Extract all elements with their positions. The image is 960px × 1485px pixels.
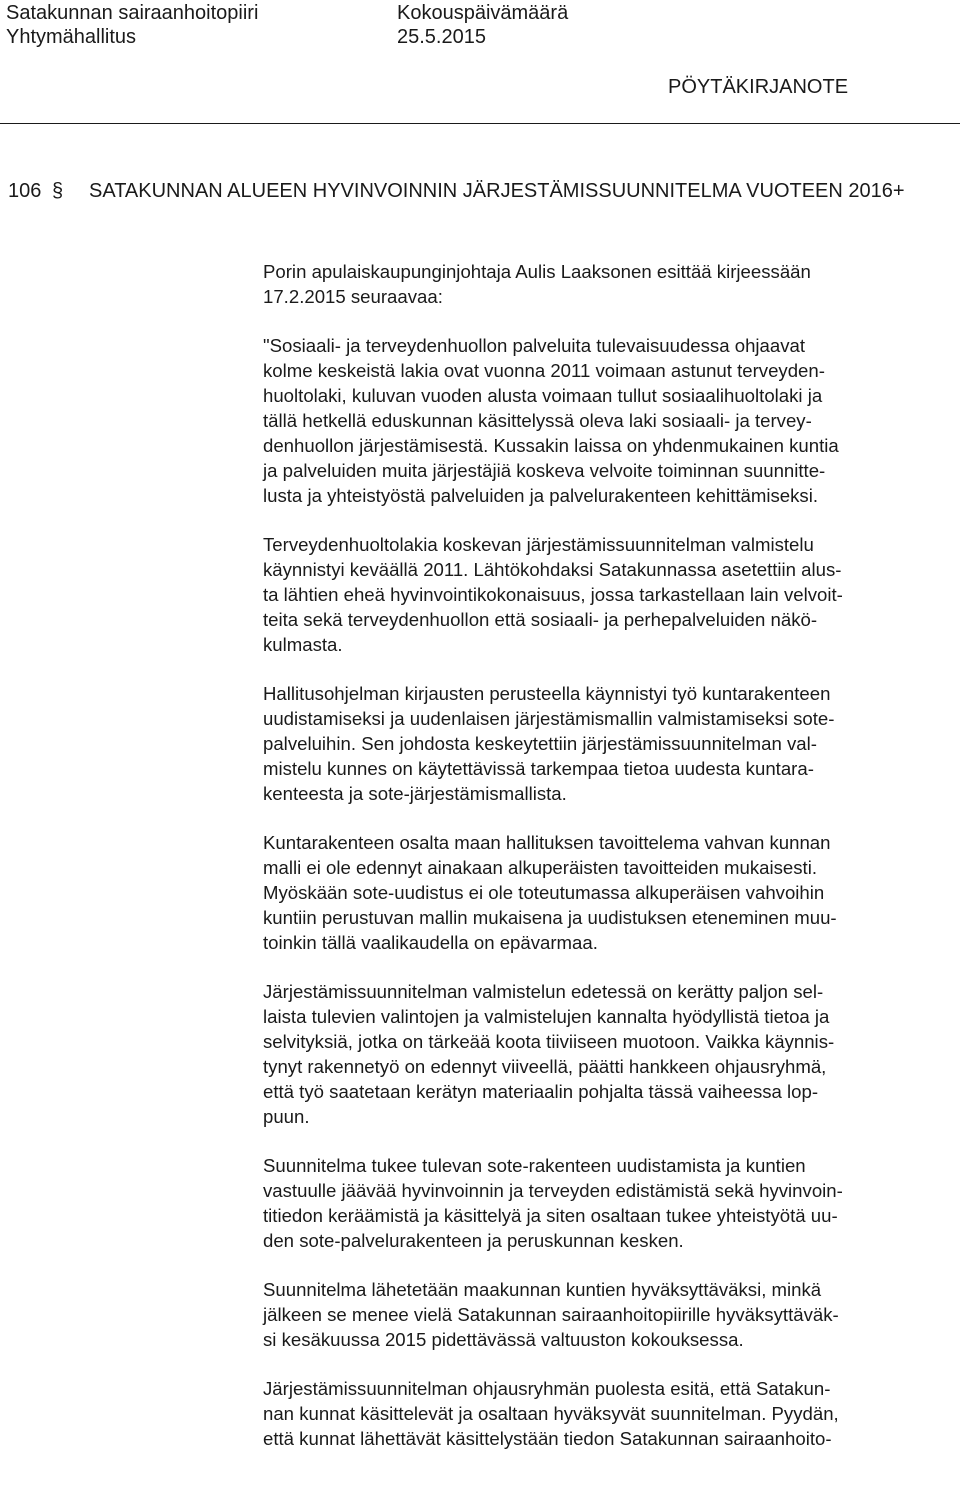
text-line: laista tulevien valintojen ja valmistelujen kannalta hyödyllistä tietoa ja — [263, 1006, 830, 1027]
text-line: si kesäkuussa 2015 pidettävässä valtuuston kokouksessa. — [263, 1329, 744, 1350]
text-line: Suunnitelma lähetetään maakunnan kuntien hyväksyttäväksi, minkä — [263, 1279, 822, 1300]
text-line: vastuulle jäävää hyvinvoinnin ja terveyden edistämistä sekä hyvinvoin- — [263, 1180, 843, 1201]
header-divider — [0, 123, 960, 124]
text-line: jälkeen se menee vielä Satakunnan sairaanhoitopiirille hyväksyttäväk- — [263, 1304, 839, 1325]
text-line: kulmasta. — [263, 634, 343, 655]
text-line: uudistamiseksi ja uudenlaisen järjestämismallin valmistamiseksi sote- — [263, 708, 835, 729]
text-line: tällä hetkellä eduskunnan käsittelyssä oleva laki sosiaali- ja tervey- — [263, 410, 812, 431]
organization-name: Satakunnan sairaanhoitopiiri — [6, 2, 259, 24]
text-line: kuntiin perustuvan mallin mukaisena ja uudistuksen eteneminen muu- — [263, 907, 837, 928]
meeting-body: Yhtymähallitus — [6, 26, 137, 48]
paragraph — [263, 333, 953, 508]
text-line: Terveydenhuoltolakia koskevan järjestämissuunnitelman valmistelu — [263, 534, 814, 555]
paragraph — [263, 259, 953, 309]
section-title: SATAKUNNAN ALUEEN HYVINVOINNIN JÄRJESTÄMISSUUNNITELMA VUOTEEN 2016+ — [89, 180, 905, 202]
text-line: titiedon keräämistä ja käsittelyä ja siten osaltaan tukee yhteistyötä uu- — [263, 1205, 838, 1226]
text-line: "Sosiaali- ja terveydenhuollon palveluita tulevaisuudessa ohjaavat — [263, 335, 806, 356]
paragraph — [263, 979, 953, 1129]
meeting-date-label: Kokouspäivämäärä — [397, 2, 569, 24]
text-line: ta lähtien eheä hyvinvointikokonaisuus, jossa tarkastellaan lain velvoit- — [263, 584, 843, 605]
document-header — [0, 0, 960, 124]
text-line: ja palveluiden muita järjestäjiä koskeva velvoite toiminnan suunnitte- — [263, 460, 826, 481]
paragraph — [263, 681, 953, 806]
document-body — [263, 259, 953, 1475]
text-line: puun. — [263, 1106, 310, 1127]
text-line: selvityksiä, jotka on tärkeää koota tiiviiseen muotoon. Vaikka käynnis- — [263, 1031, 835, 1052]
paragraph — [263, 1153, 953, 1253]
text-line: Suunnitelma tukee tulevan sote-rakenteen uudistamista ja kuntien — [263, 1155, 806, 1176]
text-line: Myöskään sote-uudistus ei ole toteutumassa alkuperäisen vahvoihin — [263, 882, 825, 903]
text-line: teita sekä terveydenhuollon että sosiaali- ja perhepalveluiden näkö- — [263, 609, 818, 630]
document-type: PÖYTÄKIRJANOTE — [668, 76, 849, 98]
paragraph — [263, 532, 953, 657]
paragraph — [263, 830, 953, 955]
text-line: toinkin tällä vaalikaudella on epävarmaa. — [263, 932, 598, 953]
text-line: mistelu kunnes on käytettävissä tarkempaa tietoa uudesta kuntara- — [263, 758, 814, 779]
paragraph — [263, 1277, 953, 1352]
meeting-date: 25.5.2015 — [397, 26, 486, 48]
text-line: Porin apulaiskaupunginjohtaja Aulis Laaksonen esittää kirjeessään — [263, 261, 811, 282]
text-line: Kuntarakenteen osalta maan hallituksen tavoittelema vahvan kunnan — [263, 832, 831, 853]
text-line: että työ saatetaan kerätyn materiaalin pohjalta tässä vaiheessa lop- — [263, 1081, 819, 1102]
text-line: käynnistyi keväällä 2011. Lähtökohdaksi Satakunnassa asetettiin alus- — [263, 559, 842, 580]
text-line: denhuollon järjestämisestä. Kussakin laissa on yhdenmukainen kuntia — [263, 435, 839, 456]
text-line: Järjestämissuunnitelman valmistelun edetessä on kerätty paljon sel- — [263, 981, 824, 1002]
text-line: 17.2.2015 seuraavaa: — [263, 286, 443, 307]
text-line: Järjestämissuunnitelman ohjausryhmän puolesta esitä, että Satakun- — [263, 1378, 831, 1399]
paragraph — [263, 1376, 953, 1451]
text-line: kenteesta ja sote-järjestämismallista. — [263, 783, 567, 804]
section-number: 106 — [8, 180, 42, 202]
text-line: lusta ja yhteistyöstä palveluiden ja palvelurakenteen kehittämiseksi. — [263, 485, 819, 506]
text-line: Hallitusohjelman kirjausten perusteella käynnistyi työ kuntarakenteen — [263, 683, 831, 704]
text-line: tynyt rakennetyö on edennyt viiveellä, päätti hankkeen ohjausryhmä, — [263, 1056, 827, 1077]
text-line: huoltolaki, kuluvan vuoden alusta voimaan tullut sosiaalihuoltolaki ja — [263, 385, 823, 406]
text-line: nan kunnat käsittelevät ja osaltaan hyväksyvät suunnitelman. Pyydän, — [263, 1403, 839, 1424]
text-line: den sote-palvelurakenteen ja peruskunnan kesken. — [263, 1230, 684, 1251]
text-line: malli ei ole edennyt ainakaan alkuperäisten tavoitteiden mukaisesti. — [263, 857, 818, 878]
text-line: kolme keskeistä lakia ovat vuonna 2011 voimaan astunut terveyden- — [263, 360, 825, 381]
section-sign: § — [52, 180, 64, 202]
text-line: palveluihin. Sen johdosta keskeytettiin järjestämissuunnitelman val- — [263, 733, 817, 754]
text-line: että kunnat lähettävät käsittelystään tiedon Satakunnan sairaanhoito- — [263, 1428, 832, 1449]
